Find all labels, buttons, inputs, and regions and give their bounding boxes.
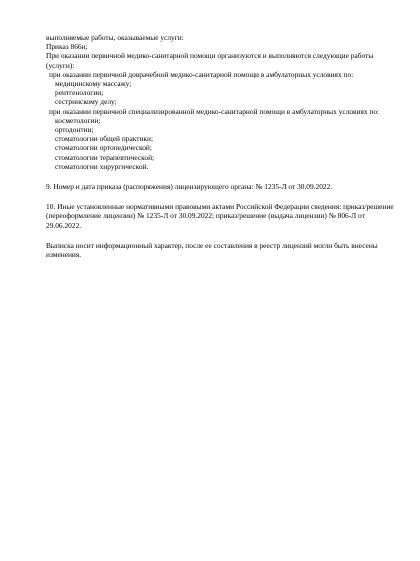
- specialized-care-heading: при оказании первичной специализированной медико-санитарной помощи в амбулаторных условиях по:: [49, 106, 380, 116]
- service-item: сестринскому делу;: [55, 97, 117, 107]
- section-9-order-number: 9. Номер и дата приказа (распоряжения) лицензирующего органа: № 1235-Л от 30.09.2022.: [46, 182, 333, 192]
- document-body: [46, 33, 396, 259]
- service-item: ортодонтии;: [55, 125, 94, 135]
- spacer: [46, 191, 396, 202]
- service-item: стоматологии общей практики;: [55, 134, 154, 144]
- service-item: медицинскому массажу;: [55, 79, 132, 89]
- service-item: стоматологии терапевтической;: [55, 152, 155, 162]
- services-heading: выполняемые работы, оказываемые услуги:: [46, 33, 184, 42]
- spacer: [46, 230, 396, 241]
- primary-care-intro: При оказании первичной медико-санитарной помощи организуются и выполняются следующие работы (услуги):: [46, 51, 374, 70]
- service-item: рентгенологии;: [55, 88, 104, 98]
- prehospital-care-heading: при оказании первичной доврачебной медико-санитарной помощи в амбулаторных условиях по:: [49, 69, 354, 79]
- service-item: стоматологии ортопедической;: [55, 143, 152, 153]
- order-reference: Приказ 866н;: [46, 42, 88, 52]
- spacer: [46, 171, 396, 182]
- service-item: косметологии;: [55, 115, 101, 125]
- service-item: стоматологии хирургической.: [55, 161, 149, 171]
- informational-disclaimer: Выписка носит информационный характер, после ее составления в реестр лицензий могли быть внесены изменения.: [46, 240, 378, 260]
- section-10-other-info: 10. Иные установленные нормативными правовыми актами Российской Федерации сведения: приказ/решение (переоформление лицензии) № 1235-Л от 30.09.2022; приказ/решение (выдача лицензии) № 806-Л от 29.06.2022.: [46, 202, 394, 230]
